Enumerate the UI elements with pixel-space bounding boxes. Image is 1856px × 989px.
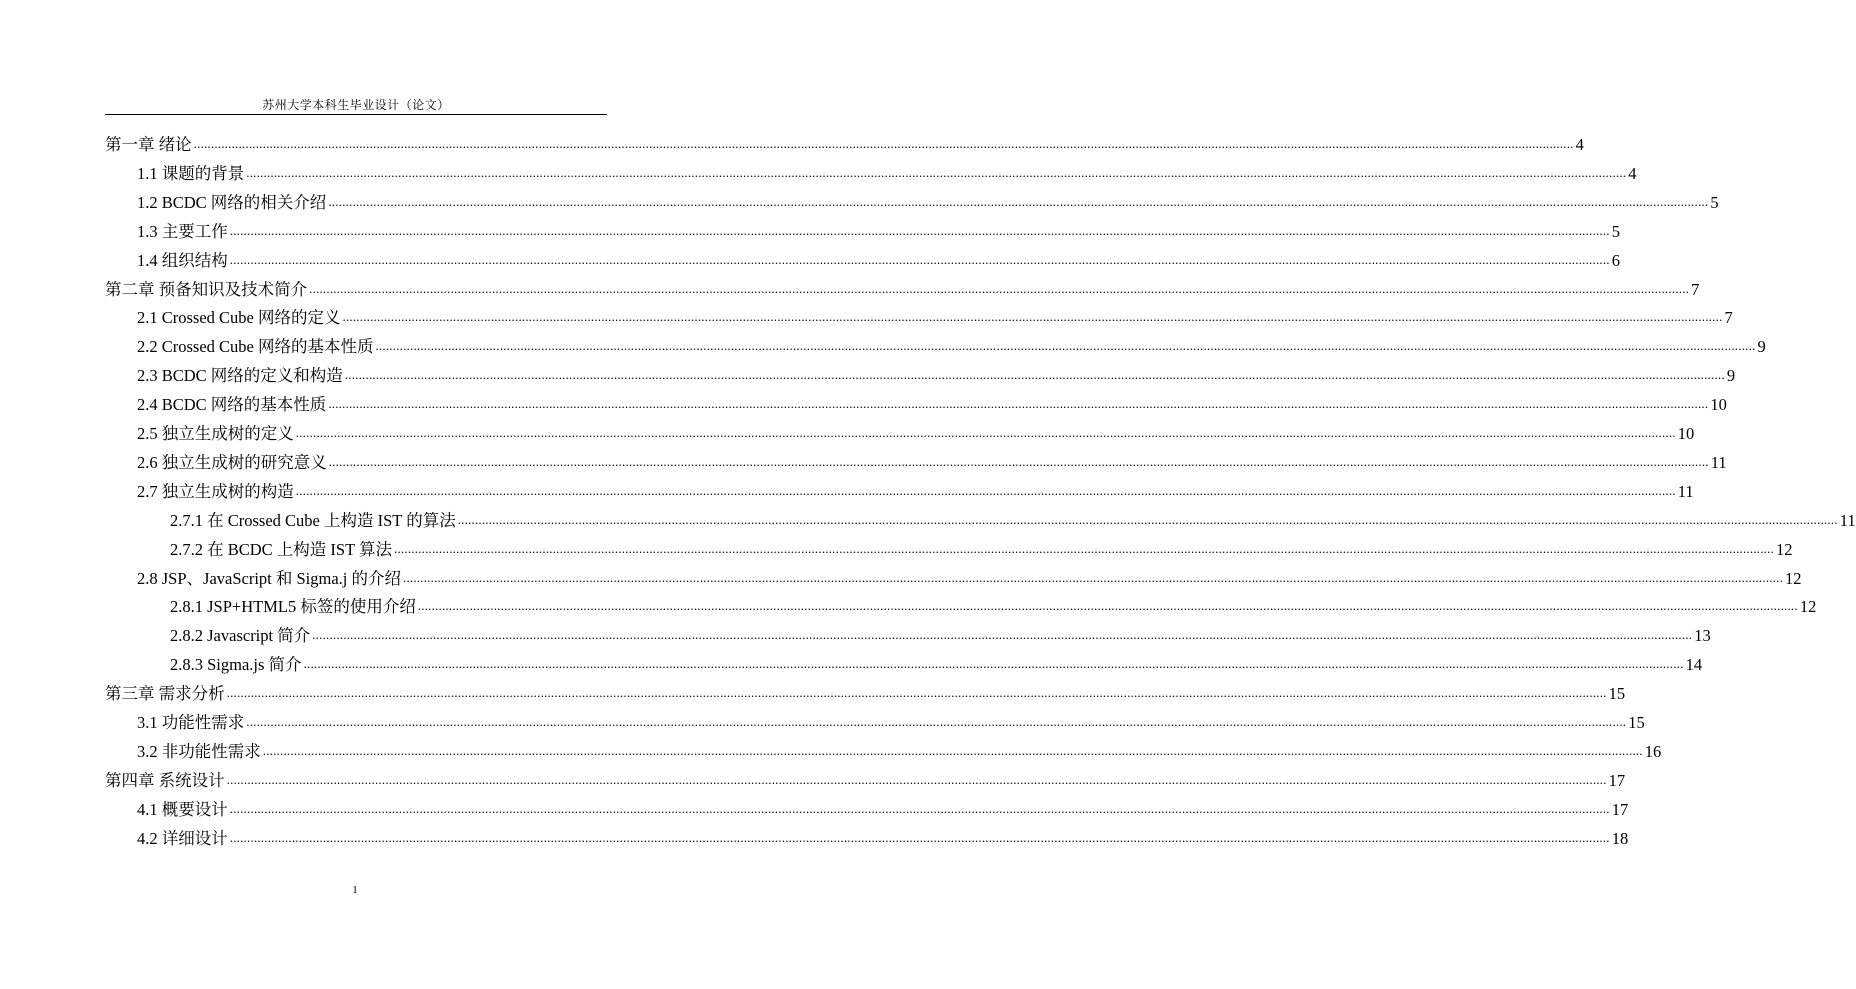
toc-entry-title: 2.8.2 Javascript 简介 (170, 626, 311, 646)
toc-dot-leader: ................................................................................................................................................................................................................................................................................................................................................................................................................ (375, 338, 1756, 354)
toc-entry-page: 12 (1785, 568, 1802, 588)
running-header: 苏州大学本科生毕业设计（论文） (262, 98, 450, 112)
toc-entry-page: 12 (1776, 539, 1793, 559)
toc-entry-title: 2.5 独立生成树的定义 (137, 424, 294, 443)
toc-section-entry[interactable] (137, 329, 1766, 357)
toc-dot-leader: ................................................................................................................................................................................................................................................................................................................................................................................................................ (226, 771, 1607, 787)
toc-dot-leader: ................................................................................................................................................................................................................................................................................................................................................................................................................ (328, 453, 1709, 469)
toc-entry-title: 2.6 独立生成树的研究意义 (137, 452, 327, 472)
toc-entry-title: 1.3 主要工作 (137, 221, 228, 241)
toc-section-entry[interactable] (137, 156, 1637, 184)
toc-entry-page: 11 (1710, 452, 1727, 472)
toc-entry-page: 7 (1691, 279, 1700, 299)
toc-dot-leader: ................................................................................................................................................................................................................................................................................................................................................................................................................ (229, 800, 1610, 816)
toc-dot-leader: ................................................................................................................................................................................................................................................................................................................................................................................................................ (417, 598, 1798, 614)
toc-section-entry[interactable] (170, 532, 1793, 560)
toc-entry-page: 10 (1710, 395, 1727, 415)
toc-entry-page: 13 (1694, 626, 1711, 646)
toc-entry-title: 2.8.1 JSP+HTML5 标签的使用介绍 (170, 597, 416, 617)
toc-entry-title: 1.4 组织结构 (137, 250, 228, 270)
toc-entry-title: 4.1 概要设计 (137, 799, 228, 819)
toc-section-entry[interactable] (137, 734, 1662, 762)
toc-entry-title: 2.3 BCDC 网络的定义和构造 (137, 366, 343, 386)
toc-entry-title: 第一章 绪论 (105, 135, 192, 154)
toc-dot-leader: ................................................................................................................................................................................................................................................................................................................................................................................................................ (312, 627, 1693, 643)
toc-section-entry[interactable] (137, 821, 1629, 849)
toc-section-entry[interactable] (137, 792, 1629, 820)
toc-entry-title: 第二章 预备知识及技术简介 (105, 279, 308, 299)
toc-entry-page: 7 (1724, 308, 1733, 328)
toc-entry-title: 2.4 BCDC 网络的基本性质 (137, 395, 327, 415)
toc-section-entry[interactable] (137, 561, 1802, 589)
toc-dot-leader: ................................................................................................................................................................................................................................................................................................................................................................................................................ (226, 685, 1607, 701)
toc-entry-page: 4 (1575, 135, 1584, 154)
toc-section-entry[interactable] (137, 705, 1645, 733)
toc-entry-title: 2.8.3 Sigma.js 简介 (170, 655, 302, 675)
toc-section-entry[interactable] (137, 358, 1736, 386)
toc-entry-page: 4 (1628, 163, 1637, 183)
toc-entry-title: 2.7 独立生成树的构造 (137, 481, 294, 501)
toc-entry-title: 2.2 Crossed Cube 网络的基本性质 (137, 337, 374, 357)
toc-entry-page: 15 (1608, 684, 1626, 704)
toc-entry-title: 第三章 需求分析 (105, 684, 225, 704)
toc-dot-leader: ................................................................................................................................................................................................................................................................................................................................................................................................................ (394, 540, 1775, 556)
toc-entry-page: 5 (1710, 192, 1719, 212)
toc-entry-page: 12 (1799, 597, 1817, 617)
toc-entry-page: 14 (1685, 655, 1703, 675)
toc-entry-page: 18 (1611, 828, 1629, 848)
toc-section-entry[interactable] (170, 589, 1817, 617)
toc-dot-leader: ................................................................................................................................................................................................................................................................................................................................................................................................................ (403, 569, 1784, 585)
toc-entry-page: 5 (1611, 221, 1620, 241)
toc-chapter-entry[interactable] (105, 763, 1626, 791)
header-divider (105, 114, 607, 115)
toc-dot-leader: ................................................................................................................................................................................................................................................................................................................................................................................................................ (246, 164, 1627, 180)
toc-dot-leader: ................................................................................................................................................................................................................................................................................................................................................................................................................ (262, 742, 1643, 758)
toc-dot-leader: ................................................................................................................................................................................................................................................................................................................................................................................................................ (229, 829, 1610, 845)
toc-dot-leader: ................................................................................................................................................................................................................................................................................................................................................................................................................ (246, 714, 1627, 729)
toc-dot-leader: ................................................................................................................................................................................................................................................................................................................................................................................................................ (295, 482, 1676, 498)
page-number: 1 (352, 884, 358, 896)
toc-entry-title: 第四章 系统设计 (105, 770, 225, 790)
toc-dot-leader: ................................................................................................................................................................................................................................................................................................................................................................................................................ (328, 396, 1709, 412)
toc-entry-title: 2.1 Crossed Cube 网络的定义 (137, 308, 341, 328)
toc-entry-title: 1.2 BCDC 网络的相关介绍 (137, 192, 327, 212)
toc-entry-title: 1.1 课题的背景 (137, 163, 245, 183)
toc-entry-page: 17 (1611, 799, 1629, 819)
toc-entry-page: 15 (1628, 713, 1645, 732)
toc-dot-leader: ................................................................................................................................................................................................................................................................................................................................................................................................................ (229, 222, 1610, 238)
toc-section-entry[interactable] (137, 300, 1733, 328)
toc-entry-page: 16 (1644, 741, 1662, 761)
toc-section-entry[interactable] (170, 503, 1856, 531)
toc-dot-leader: ................................................................................................................................................................................................................................................................................................................................................................................................................ (309, 280, 1690, 296)
toc-dot-leader: ................................................................................................................................................................................................................................................................................................................................................................................................................ (328, 193, 1709, 209)
toc-dot-leader: ................................................................................................................................................................................................................................................................................................................................................................................................................ (344, 367, 1725, 383)
toc-chapter-entry[interactable] (105, 676, 1626, 704)
toc-entry-page: 6 (1611, 250, 1620, 270)
toc-dot-leader: ................................................................................................................................................................................................................................................................................................................................................................................................................ (457, 511, 1838, 527)
toc-section-entry[interactable] (137, 416, 1695, 444)
toc-entry-page: 9 (1757, 337, 1766, 357)
toc-chapter-entry[interactable] (105, 272, 1700, 300)
toc-entry-title: 3.1 功能性需求 (137, 713, 245, 732)
toc-entry-page: 9 (1726, 366, 1736, 386)
toc-section-entry[interactable] (137, 214, 1620, 242)
toc-entry-title: 3.2 非功能性需求 (137, 741, 261, 761)
toc-section-entry[interactable] (170, 618, 1711, 646)
toc-section-entry[interactable] (137, 243, 1620, 271)
toc-dot-leader: ................................................................................................................................................................................................................................................................................................................................................................................................................ (193, 136, 1574, 151)
toc-entry-title: 2.7.2 在 BCDC 上构造 IST 算法 (170, 539, 393, 559)
toc-section-entry[interactable] (137, 445, 1727, 473)
toc-entry-page: 11 (1839, 510, 1856, 530)
toc-entry-page: 11 (1677, 481, 1694, 501)
toc-section-entry[interactable] (137, 185, 1719, 213)
toc-section-entry[interactable] (170, 647, 1703, 675)
toc-chapter-entry[interactable] (105, 127, 1584, 155)
toc-entry-title: 4.2 详细设计 (137, 828, 228, 848)
toc-entry-page: 10 (1677, 424, 1695, 443)
toc-section-entry[interactable] (137, 387, 1727, 415)
toc-dot-leader: ................................................................................................................................................................................................................................................................................................................................................................................................................ (229, 251, 1610, 267)
toc-dot-leader: ................................................................................................................................................................................................................................................................................................................................................................................................................ (342, 309, 1723, 325)
toc-section-entry[interactable] (137, 474, 1694, 502)
toc-entry-page: 17 (1608, 770, 1626, 790)
toc-entry-title: 2.8 JSP、JavaScript 和 Sigma.j 的介绍 (137, 568, 402, 588)
toc-dot-leader: ................................................................................................................................................................................................................................................................................................................................................................................................................ (303, 656, 1684, 672)
toc-entry-title: 2.7.1 在 Crossed Cube 上构造 IST 的算法 (170, 510, 456, 530)
toc-dot-leader: ................................................................................................................................................................................................................................................................................................................................................................................................................ (295, 425, 1676, 440)
